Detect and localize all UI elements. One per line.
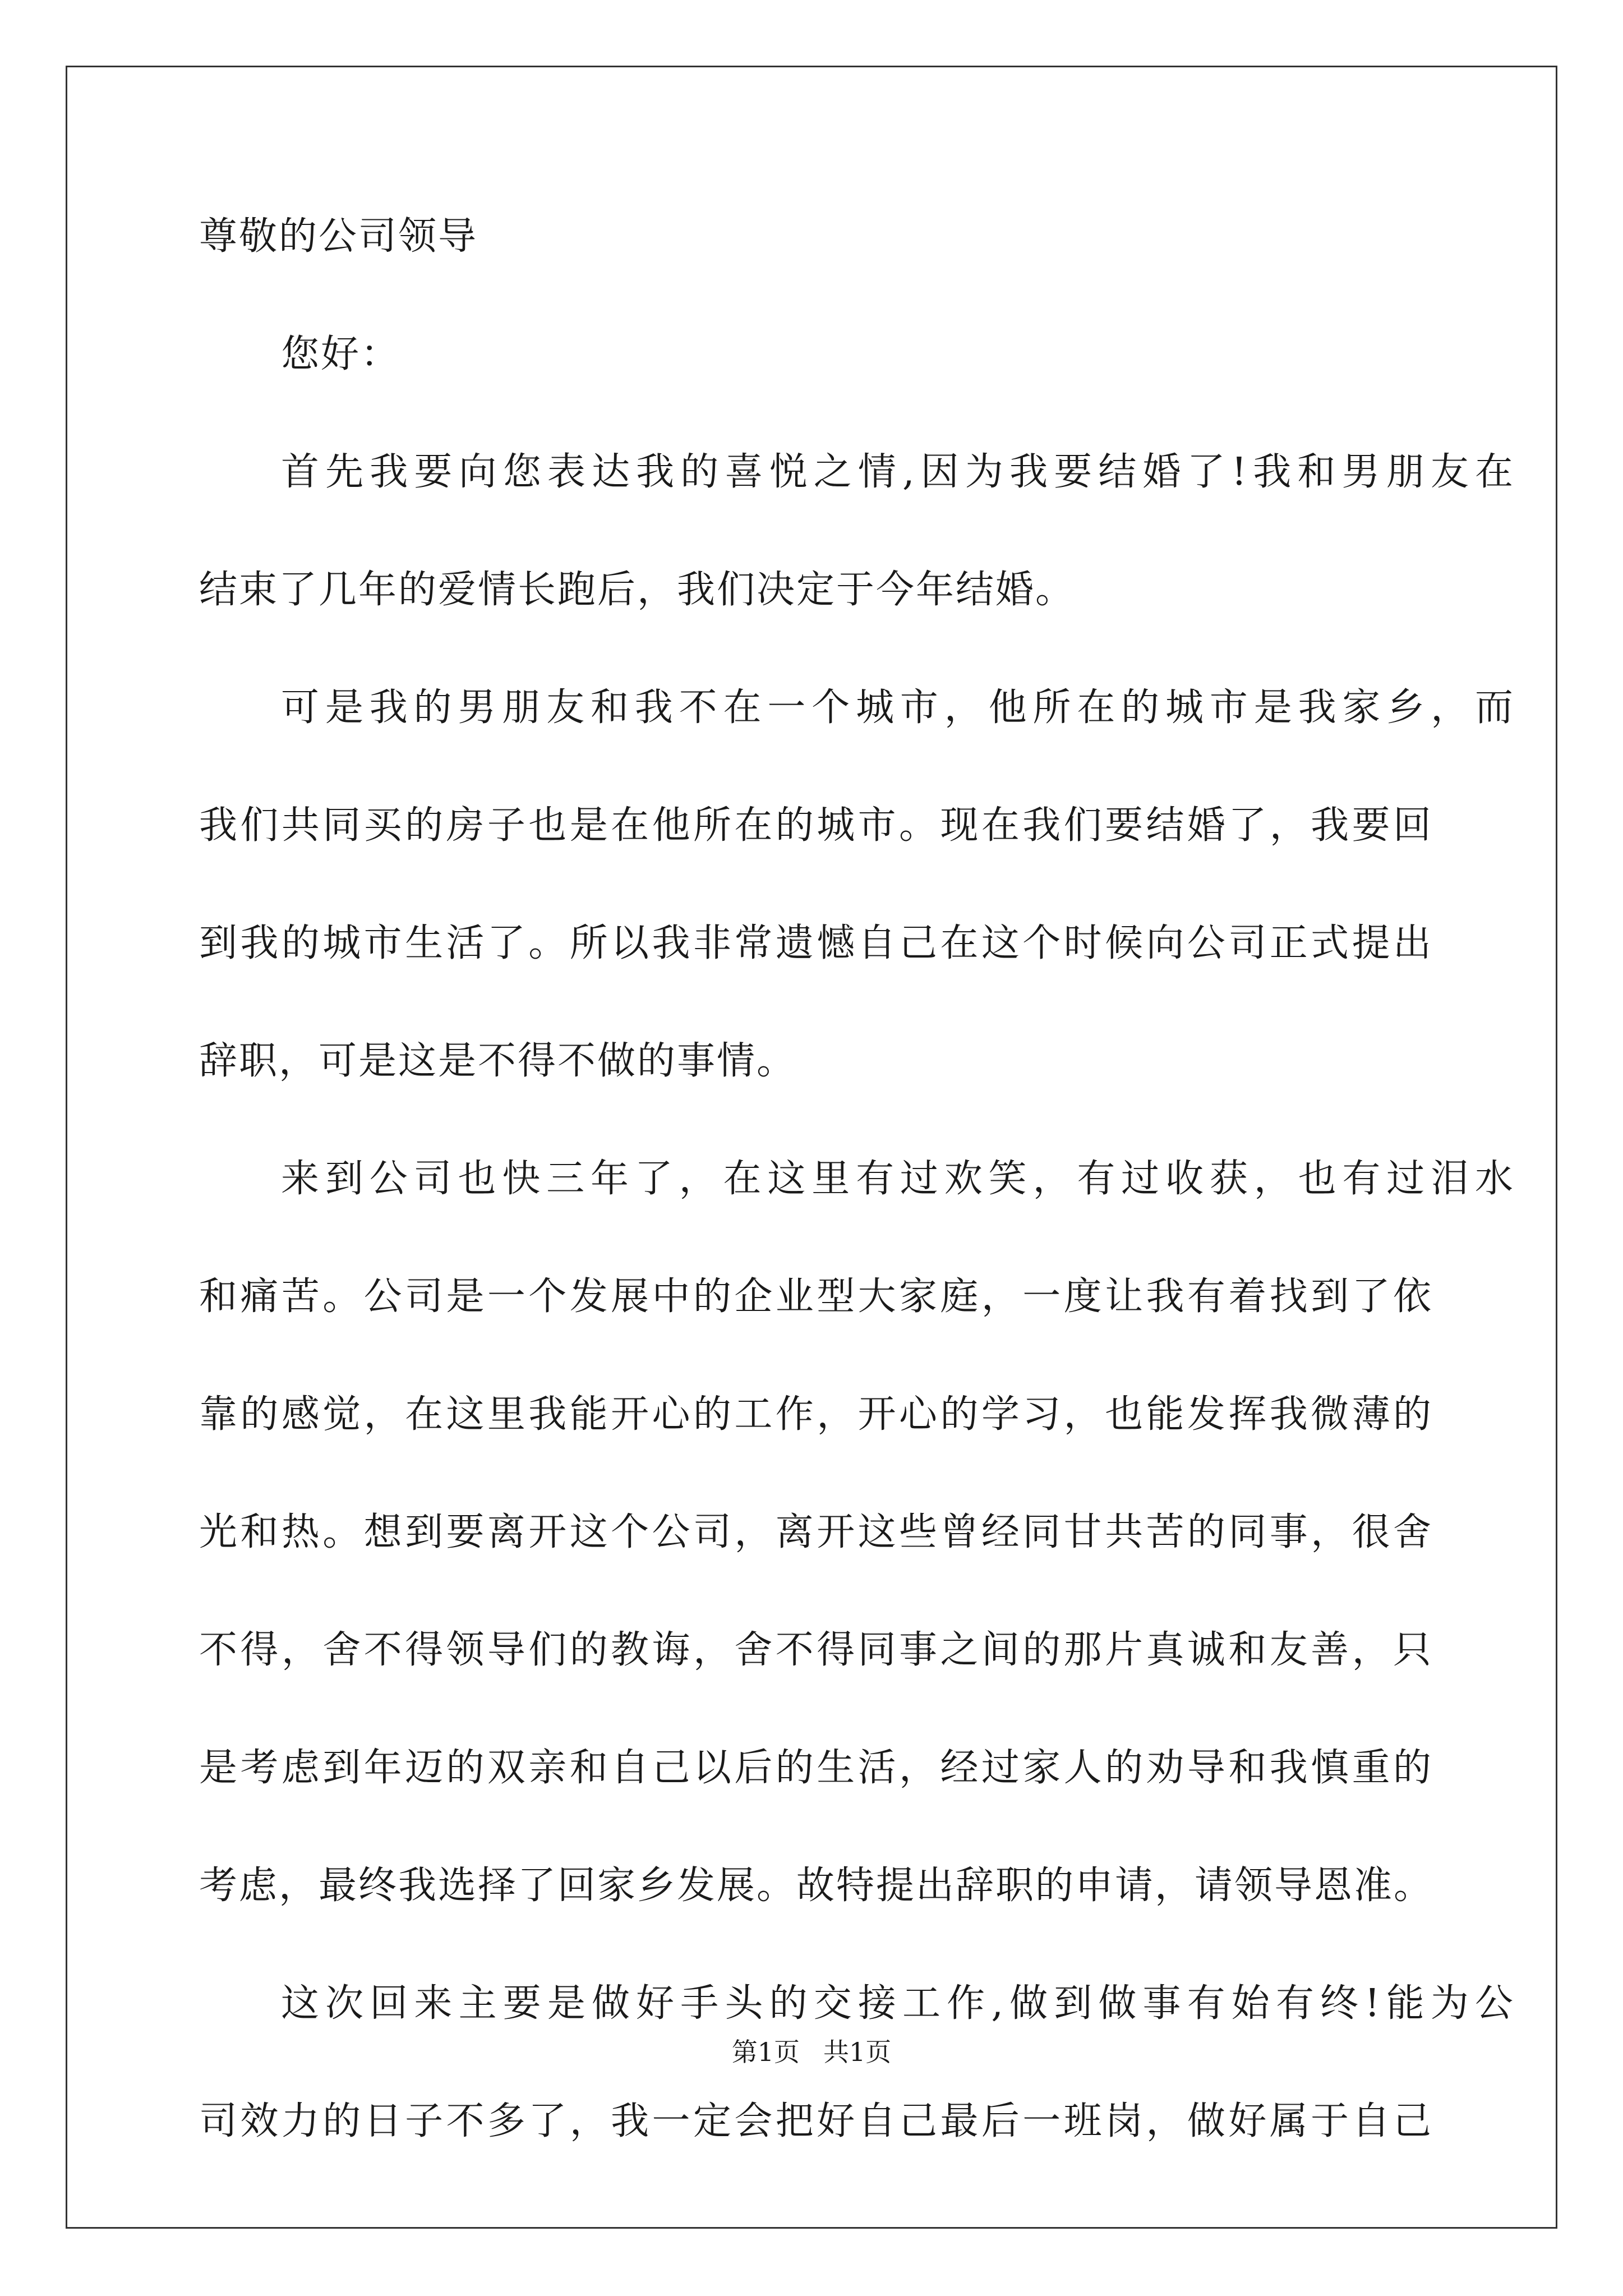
paragraph-line: 光和热。想到要离开这个公司，离开这些曾经同甘共苦的同事，很舍 [199,1510,1433,1554]
paragraph-line: 靠的感觉，在这里我能开心的工作，开心的学习，也能发挥我微薄的 [199,1392,1433,1437]
paragraph-line: 我们共同买的房子也是在他所在的城市。现在我们要结婚了，我要回 [199,803,1433,848]
paragraph-line: 司效力的日子不多了，我一定会把好自己最后一班岗，做好属于自己 [199,2099,1433,2143]
letter-body [199,213,1515,2145]
paragraph-line: 不得，舍不得领导们的教诲，舍不得同事之间的那片真诚和友善，只 [199,1628,1433,1672]
paragraph-line: 可是我的男朋友和我不在一个城市，他所在的城市是我家乡，而 [281,685,1515,730]
page-total: 共1页 [823,2037,892,2067]
paragraph-line: 这次回来主要是做好手头的交接工作,做到做事有始有终!能为公 [281,1981,1515,2026]
paragraph-line: 到我的城市生活了。所以我非常遗憾自己在这个时候向公司正式提出 [199,921,1433,965]
paragraph-line: 辞职，可是这是不得不做的事情。 [199,1039,797,1083]
paragraph-line: 结束了几年的爱情长跑后，我们决定于今年结婚。 [199,568,1076,612]
page-footer [0,2035,1623,2069]
paragraph-line: 来到公司也快三年了，在这里有过欢笑，有过收获，也有过泪水 [281,1157,1515,1201]
page-number: 第1页 [731,2037,800,2067]
paragraph-3 [199,1156,1515,1909]
paragraph-line: 和痛苦。公司是一个发展中的企业型大家庭，一度让我有着找到了依 [199,1274,1433,1319]
greeting: 您好： [281,332,401,376]
paragraph-line: 是考虑到年迈的双亲和自己以后的生活，经过家人的劝导和我慎重的 [199,1746,1433,1790]
paragraph-line: 考虑，最终我选择了回家乡发展。故特提出辞职的申请，请领导恩准。 [199,1864,1434,1908]
paragraph-2 [199,684,1515,1084]
salutation: 尊敬的公司领导 [199,214,478,259]
paragraph-1 [199,449,1515,613]
paragraph-line: 首先我要向您表达我的喜悦之情,因为我要结婚了!我和男朋友在 [281,450,1515,494]
